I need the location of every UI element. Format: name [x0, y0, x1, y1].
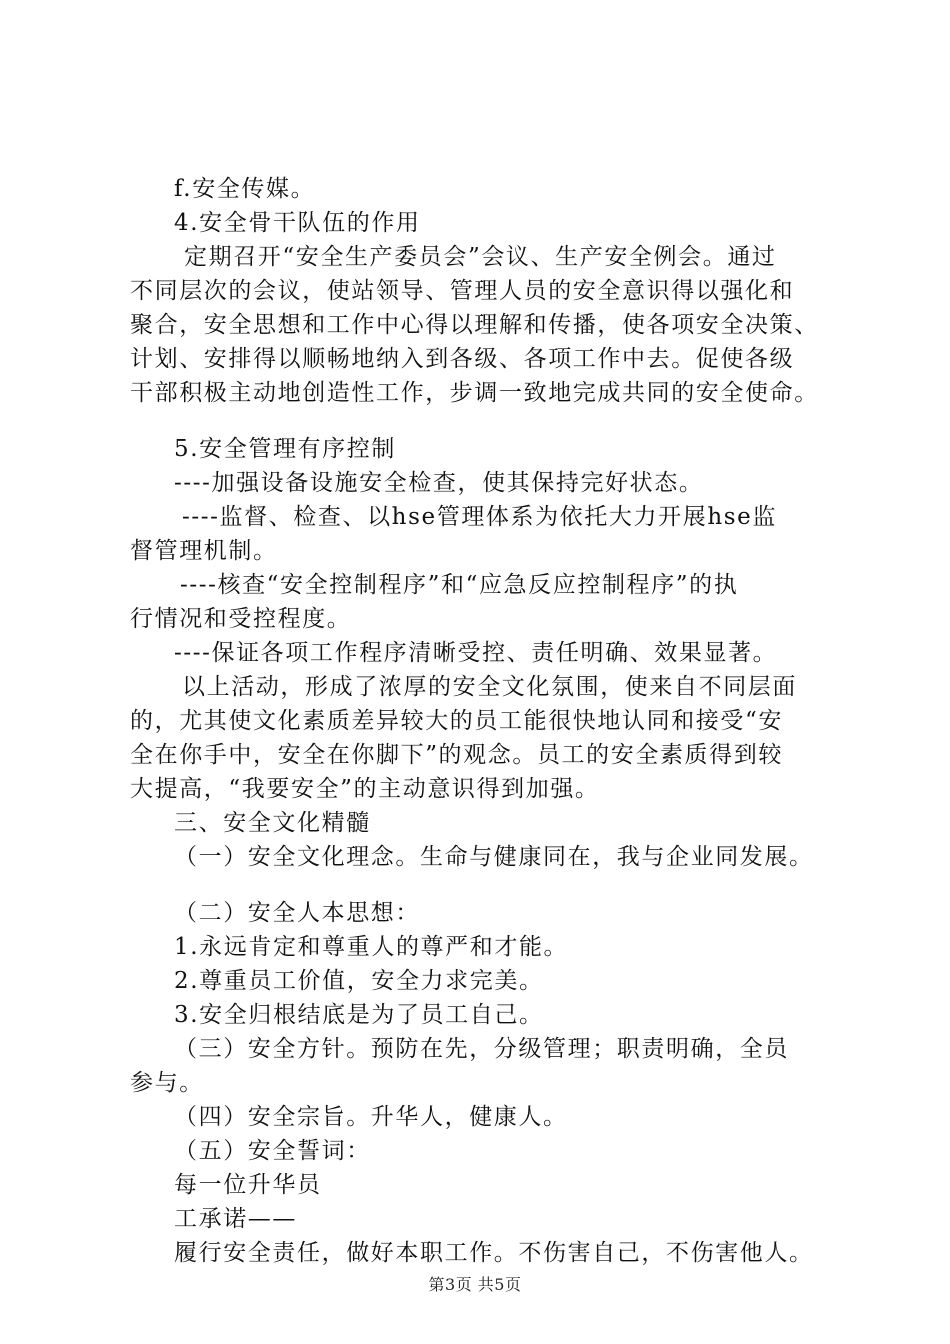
section-heading: 三、安全文化精髓 — [174, 810, 371, 836]
text-line: （一）安全文化理念。生命与健康同在，我与企业同发展。 — [174, 844, 814, 870]
text-line: 计划、安排得以顺畅地纳入到各级、各项工作中去。促使各级 — [130, 346, 795, 372]
text-line: 大提高，“我要安全”的主动意识得到加强。 — [130, 776, 600, 802]
text-line: 不同层次的会议，使站领导、管理人员的安全意识得以强化和 — [130, 278, 795, 304]
page-number-footer: 第3页 共5页 — [428, 1275, 522, 1294]
list-item: 1.永远肯定和尊重人的尊严和才能。 — [174, 934, 569, 960]
text-line: 履行安全责任，做好本职工作。不伤害自己，不伤害他人。 — [174, 1240, 814, 1266]
text-line: （三）安全方针。预防在先，分级管理；职责明确，全员 — [174, 1036, 789, 1062]
text-line: 定期召开“安全生产委员会”会议、生产安全例会。通过 — [184, 244, 777, 270]
text-line: 督管理机制。 — [130, 538, 278, 564]
text-line: ----保证各项工作程序清晰受控、责任明确、效果显著。 — [174, 640, 778, 666]
text-line: 工承诺—— — [174, 1206, 297, 1232]
text-line: 参与。 — [130, 1070, 204, 1096]
text-line: ----监督、检查、以hse管理体系为依托大力开展hse监 — [182, 504, 777, 530]
text-line: 以上活动，形成了浓厚的安全文化氛围，使来自不同层面 — [182, 674, 797, 700]
text-line: 5.安全管理有序控制 — [174, 436, 396, 462]
text-line: 行情况和受控程度。 — [130, 606, 352, 632]
text-line: 全在你手中，安全在你脚下”的观念。员工的安全素质得到较 — [130, 742, 783, 768]
text-line: 干部积极主动地创造性工作，步调一致地完成共同的安全使命。 — [130, 380, 819, 406]
list-item: 2.尊重员工价值，安全力求完美。 — [174, 968, 544, 994]
list-item: 3.安全归根结底是为了员工自己。 — [174, 1002, 544, 1028]
text-line: 的，尤其使文化素质差异较大的员工能很快地认同和接受“安 — [130, 708, 783, 734]
text-line: （五）安全誓词： — [174, 1138, 371, 1164]
text-line: ----核查“安全控制程序”和“应急反应控制程序”的执 — [180, 572, 739, 598]
text-line: ----加强设备设施安全检查，使其保持完好状态。 — [174, 470, 704, 496]
text-line: f.安全传媒。 — [174, 176, 316, 202]
text-line: 聚合，安全思想和工作中心得以理解和传播，使各项安全决策、 — [130, 312, 819, 338]
text-line: 每一位升华员 — [174, 1172, 322, 1198]
text-line: （四）安全宗旨。升华人，健康人。 — [174, 1104, 568, 1130]
text-line: （二）安全人本思想： — [174, 900, 420, 926]
text-line: 4.安全骨干队伍的作用 — [174, 210, 421, 236]
